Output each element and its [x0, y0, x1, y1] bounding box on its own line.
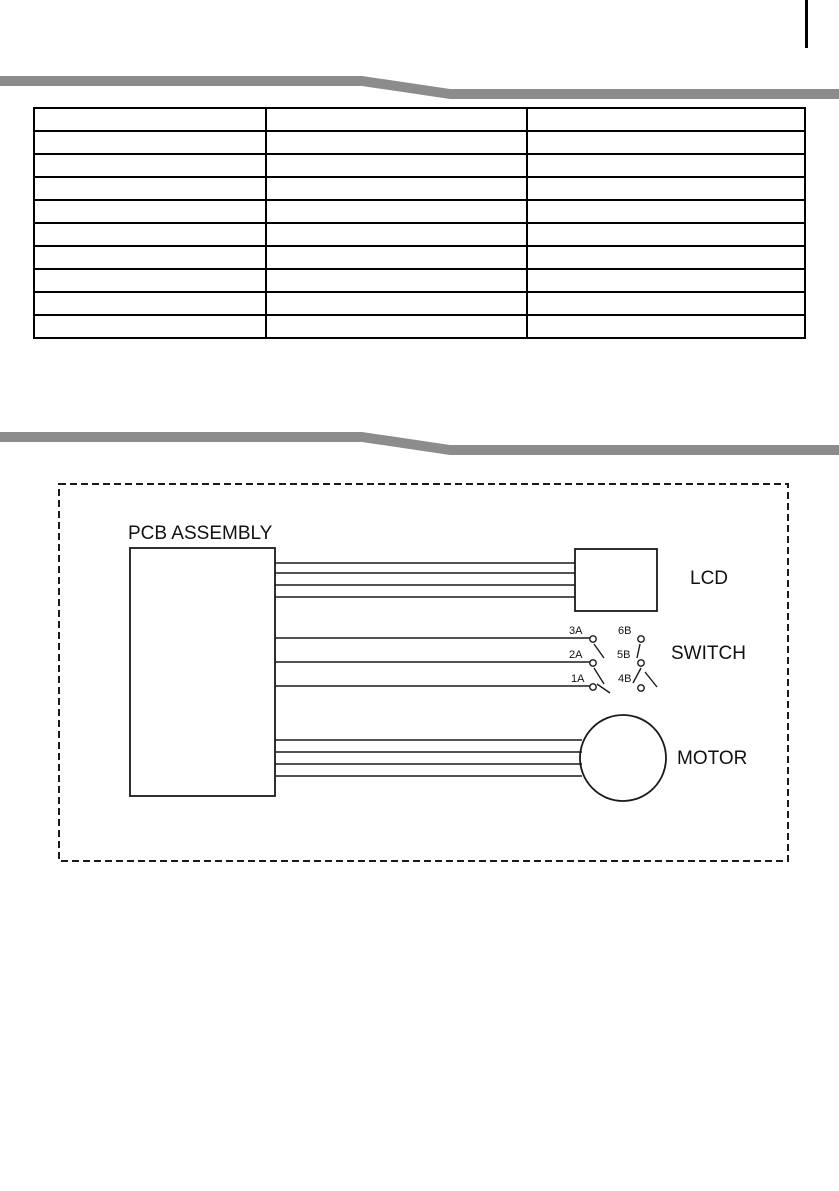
switch-wires [275, 638, 590, 686]
pcb-assembly-box [130, 548, 275, 796]
terminal-2a-label: 2A [569, 649, 583, 661]
terminal-3a-label: 3A [569, 625, 583, 637]
motor-circle [580, 715, 666, 801]
lcd-box [575, 549, 657, 611]
terminal-1a-label: 1A [571, 673, 585, 685]
switch-label: SWITCH [671, 643, 746, 664]
motor-label: MOTOR [677, 748, 748, 769]
terminal-5b-label: 5B [617, 649, 631, 661]
lcd-wires [275, 563, 575, 597]
motor-wires [275, 740, 582, 776]
lcd-label: LCD [690, 568, 729, 589]
terminal-6b-label: 6B [618, 625, 632, 637]
pcb-assembly-label: PCB ASSEMBLY [128, 523, 273, 544]
terminal-4b-label: 4B [618, 673, 632, 685]
